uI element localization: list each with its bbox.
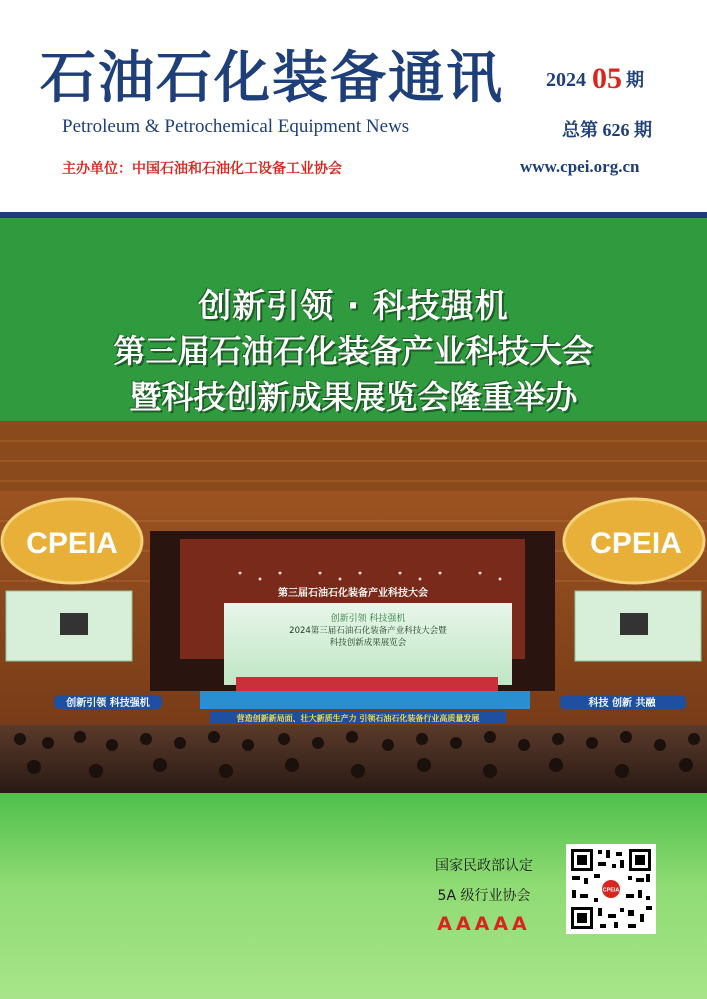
screen-slogan: 创新引领 科技强机 — [330, 614, 406, 624]
issue-number: 05 — [592, 62, 622, 95]
stage-top-banner: 第三届石油石化装备产业科技大会 — [278, 588, 428, 599]
sponsor-line: 主办单位：中国石油和石油化工设备工业协会 — [62, 161, 342, 177]
headline-banner — [0, 218, 707, 423]
total-issue: 总第 626 期 — [562, 120, 652, 140]
issue-info — [546, 60, 644, 94]
certification-block — [404, 855, 564, 935]
headline-line-1: 创新引领 · 科技强机 — [198, 286, 509, 325]
cert-line-1: 国家民政部认定 — [435, 858, 533, 874]
cert-line-2: 5A 级行业协会 — [437, 888, 531, 904]
screen-title-1: 2024第三届石油石化装备产业科技大会暨 — [289, 626, 447, 636]
magazine-title-english: Petroleum & Petrochemical Equipment News — [62, 116, 410, 137]
cpeia-logo-left: CPEIA — [26, 527, 118, 560]
issue-year: 2024 — [546, 69, 586, 91]
front-banner: 营造创新新局面、壮大新质生产力 引领石油石化装备行业高质量发展 — [236, 714, 480, 723]
conference-photo — [0, 421, 707, 793]
conference-hall-illustration — [0, 421, 707, 793]
issue-suffix: 期 — [626, 70, 644, 90]
website-link[interactable]: www.cpei.org.cn — [520, 157, 640, 176]
qr-code-icon — [566, 844, 656, 934]
cpeia-logo-right: CPEIA — [590, 527, 682, 560]
masthead — [0, 0, 707, 214]
cert-rating: AAAAA — [437, 913, 531, 935]
side-sign-left: 创新引领 科技强机 — [66, 698, 150, 709]
headline-line-2: 第三届石油石化装备产业科技大会 — [113, 332, 594, 370]
side-sign-right: 科技 创新 共融 — [588, 698, 656, 709]
qr-logo-label: CPEIA — [602, 887, 620, 894]
magazine-title: 石油石化装备通讯 — [40, 45, 504, 111]
headline-line-3: 暨科技创新成果展览会隆重举办 — [129, 378, 578, 416]
screen-title-2: 科技创新成果展览会 — [329, 638, 407, 648]
qr-code[interactable] — [566, 844, 656, 934]
